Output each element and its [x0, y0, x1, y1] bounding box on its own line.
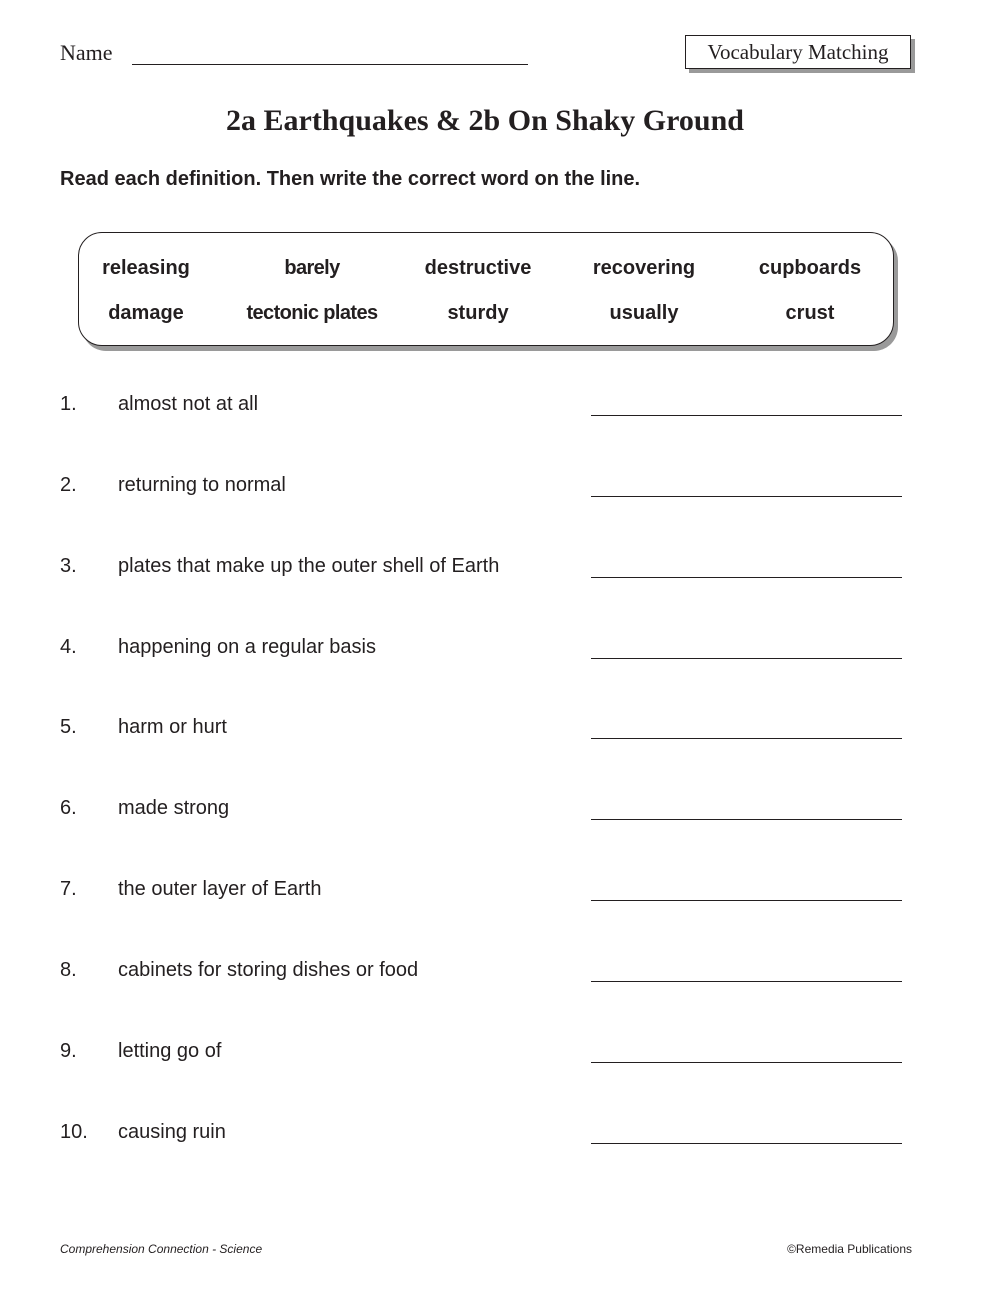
item-definition: happening on a regular basis: [118, 636, 376, 658]
answer-line[interactable]: [591, 658, 902, 659]
item-number: 9.: [60, 1040, 77, 1062]
footer-series: Comprehension Connection - Science: [60, 1242, 263, 1256]
definition-item-10: [60, 1121, 902, 1155]
definition-item-7: [60, 878, 902, 912]
answer-line[interactable]: [591, 1143, 902, 1144]
item-definition: almost not at all: [118, 393, 259, 415]
definition-item-1: [60, 393, 902, 427]
item-number: 8.: [60, 959, 77, 981]
item-number: 2.: [60, 474, 77, 496]
item-definition: plates that make up the outer shell of Earth: [118, 555, 500, 577]
item-definition: harm or hurt: [118, 716, 227, 738]
answer-line[interactable]: [591, 738, 902, 739]
answer-line[interactable]: [591, 1062, 902, 1063]
page-title: 2a Earthquakes & 2b On Shaky Ground: [226, 104, 744, 137]
item-definition: causing ruin: [118, 1121, 226, 1143]
word-bank-row: [79, 302, 893, 332]
word-bank-word: tectonic plates: [246, 302, 378, 324]
word-bank-word: cupboards: [758, 257, 862, 279]
definition-item-4: [60, 636, 902, 670]
item-number: 10.: [60, 1121, 88, 1143]
word-bank-word: barely: [284, 257, 340, 279]
answer-line[interactable]: [591, 415, 902, 416]
name-field[interactable]: [60, 38, 530, 68]
instructions: Read each definition. Then write the correct word on the line.: [60, 168, 641, 190]
answer-line[interactable]: [591, 577, 902, 578]
footer-copyright: ©Remedia Publications: [787, 1242, 912, 1256]
name-line[interactable]: [132, 64, 528, 65]
word-bank-row: [79, 257, 893, 287]
item-number: 6.: [60, 797, 77, 819]
answer-line[interactable]: [591, 900, 902, 901]
item-definition: returning to normal: [118, 474, 286, 496]
item-definition: cabinets for storing dishes or food: [118, 959, 419, 981]
item-number: 1.: [60, 393, 77, 415]
item-number: 5.: [60, 716, 77, 738]
item-number: 4.: [60, 636, 77, 658]
item-number: 7.: [60, 878, 77, 900]
answer-line[interactable]: [591, 819, 902, 820]
definition-item-5: [60, 716, 902, 750]
answer-line[interactable]: [591, 496, 902, 497]
item-definition: the outer layer of Earth: [118, 878, 322, 900]
name-label: Name: [60, 40, 113, 65]
word-bank-word: damage: [108, 302, 184, 324]
word-bank-word: destructive: [424, 257, 532, 279]
answer-line[interactable]: [591, 981, 902, 982]
word-bank-word: crust: [785, 302, 835, 324]
item-number: 3.: [60, 555, 77, 577]
word-bank-word: releasing: [102, 257, 190, 279]
item-definition: made strong: [118, 797, 230, 819]
definition-item-2: [60, 474, 902, 508]
definition-item-9: [60, 1040, 902, 1074]
word-bank: [78, 232, 894, 346]
word-bank-word: sturdy: [447, 302, 509, 324]
item-definition: letting go of: [118, 1040, 222, 1062]
definition-item-3: [60, 555, 902, 589]
worksheet-type-tag: Vocabulary Matching: [685, 35, 911, 69]
definition-item-8: [60, 959, 902, 993]
definition-item-6: [60, 797, 902, 831]
word-bank-word: usually: [609, 302, 679, 324]
word-bank-word: recovering: [592, 257, 696, 279]
